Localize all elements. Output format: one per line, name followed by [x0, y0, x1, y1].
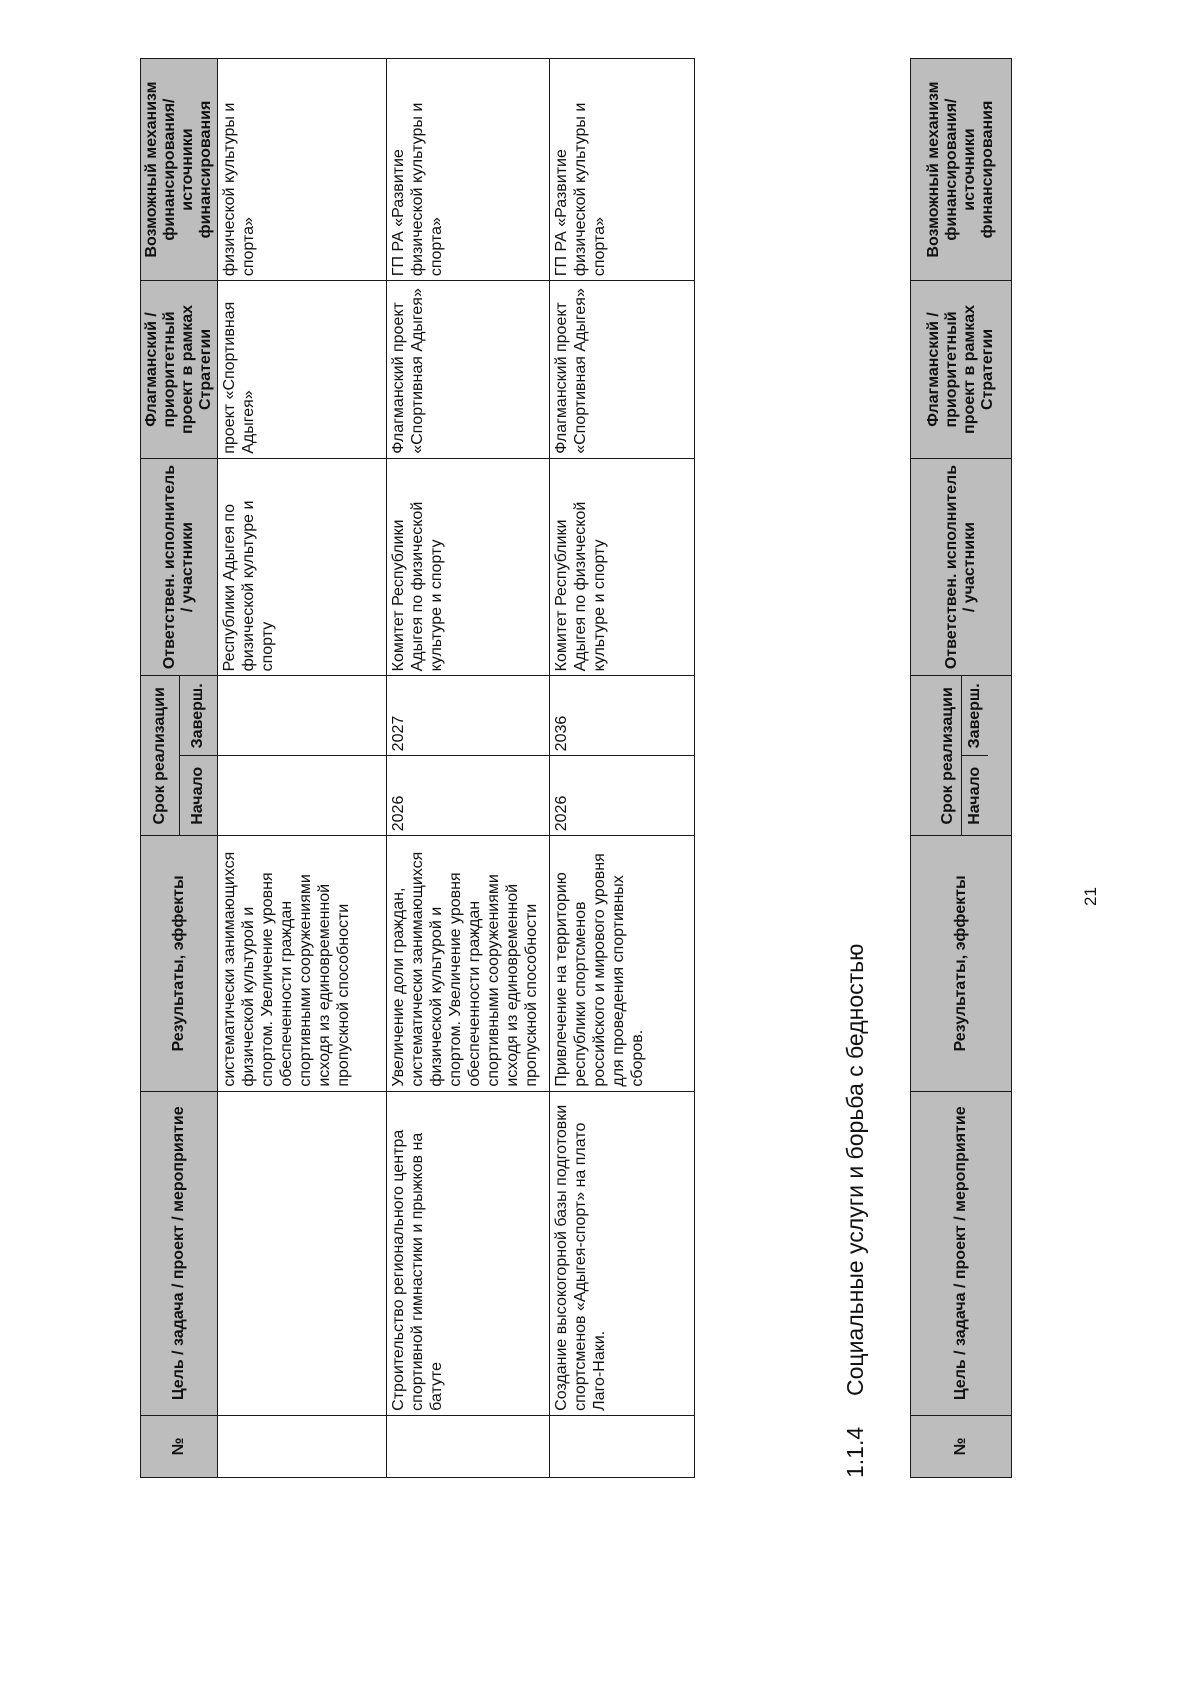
cell-num: [550, 1415, 695, 1477]
header-flagship: Флагманский / приоритетный проект в рамках Стратегии: [141, 281, 218, 459]
header-start: Начало: [962, 755, 988, 835]
cell-goal: [218, 1091, 387, 1415]
social-services-table: [910, 58, 1012, 1478]
header-responsible: Ответствен. исполнитель / участники: [911, 458, 1012, 676]
header-end: Заверш.: [179, 676, 218, 756]
cell-flagship: Флагманский проект «Спортивная Адыгея»: [550, 281, 695, 459]
table-header-row: [141, 59, 180, 1478]
cell-financing: физической культуры и спорта»: [218, 59, 387, 281]
header-financing: Возможный механизм финансирования/ источники финансирования: [911, 59, 1012, 281]
cell-flagship: проект «Спортивная Адыгея»: [218, 281, 387, 459]
cell-responsible: Комитет Республики Адыгея по физической культуре и спорту: [550, 458, 695, 676]
cell-financing: ГП РА «Развитие физической культуры и спорта»: [550, 59, 695, 281]
section-title: Социальные услуги и борьба с бедностью: [842, 943, 868, 1396]
cell-start: [218, 756, 387, 836]
header-period-label: Срок реализации: [935, 676, 962, 835]
table-row: [218, 59, 387, 1478]
cell-financing: ГП РА «Развитие физической культуры и спорта»: [387, 59, 550, 281]
header-period: [911, 676, 1012, 836]
table-header-row: [911, 59, 1012, 1478]
header-period: Срок реализации: [141, 676, 180, 836]
cell-results: систематически занимающихся физической культурой и спортом. Увеличение уровня обеспеченности граждан спортивными сооружениями исходя из единовременной пропускной способности: [218, 836, 387, 1091]
header-goal: Цель / задача / проект / мероприятие: [911, 1091, 1012, 1415]
cell-end: 2027: [387, 676, 550, 756]
cell-goal: Строительство регионального центра спортивной гимнастики и прыжков на батуте: [387, 1091, 550, 1415]
cell-results: Увеличение доли граждан, систематически занимающихся физической культурой и спортом. Увеличение уровня обеспеченности граждан спортивными сооружениями исходя из единовременной пропускной способности: [387, 836, 550, 1091]
header-flagship: Флагманский / приоритетный проект в рамках Стратегии: [911, 281, 1012, 459]
cell-end: [218, 676, 387, 756]
header-start: Начало: [179, 756, 218, 836]
cell-goal: Создание высокогорной базы подготовки спортсменов «Адыгея-спорт» на плато Лаго-Наки.: [550, 1091, 695, 1415]
section-heading: [840, 944, 870, 1478]
cell-flagship: Флагманский проект «Спортивная Адыгея»: [387, 281, 550, 459]
cell-num: [218, 1415, 387, 1477]
header-responsible: Ответствен. исполнитель / участники: [141, 458, 218, 676]
section-number: 1.1.4: [842, 1426, 868, 1478]
cell-responsible: Республики Адыгея по физической культуре и спорту: [218, 458, 387, 676]
header-num: №: [911, 1415, 1012, 1477]
cell-start: 2026: [387, 756, 550, 836]
header-results: Результаты, эффекты: [911, 836, 1012, 1091]
page-number: 21: [1081, 887, 1100, 906]
measures-table: [140, 58, 695, 1478]
table-row: [550, 59, 695, 1478]
header-goal: Цель / задача / проект / мероприятие: [141, 1091, 218, 1415]
cell-responsible: Комитет Республики Адыгея по физической культуре и спорту: [387, 458, 550, 676]
header-end: Заверш.: [965, 683, 983, 749]
cell-end: 2036: [550, 676, 695, 756]
cell-num: [387, 1415, 550, 1477]
header-results: Результаты, эффекты: [141, 836, 218, 1091]
header-financing: Возможный механизм финансирования/ источники финансирования: [141, 59, 218, 281]
header-num: №: [141, 1415, 218, 1477]
cell-start: 2026: [550, 756, 695, 836]
table-row: [387, 59, 550, 1478]
cell-results: Привлечение на территорию республики спортсменов российского и мирового уровня для проведения спортивных сборов.: [550, 836, 695, 1091]
